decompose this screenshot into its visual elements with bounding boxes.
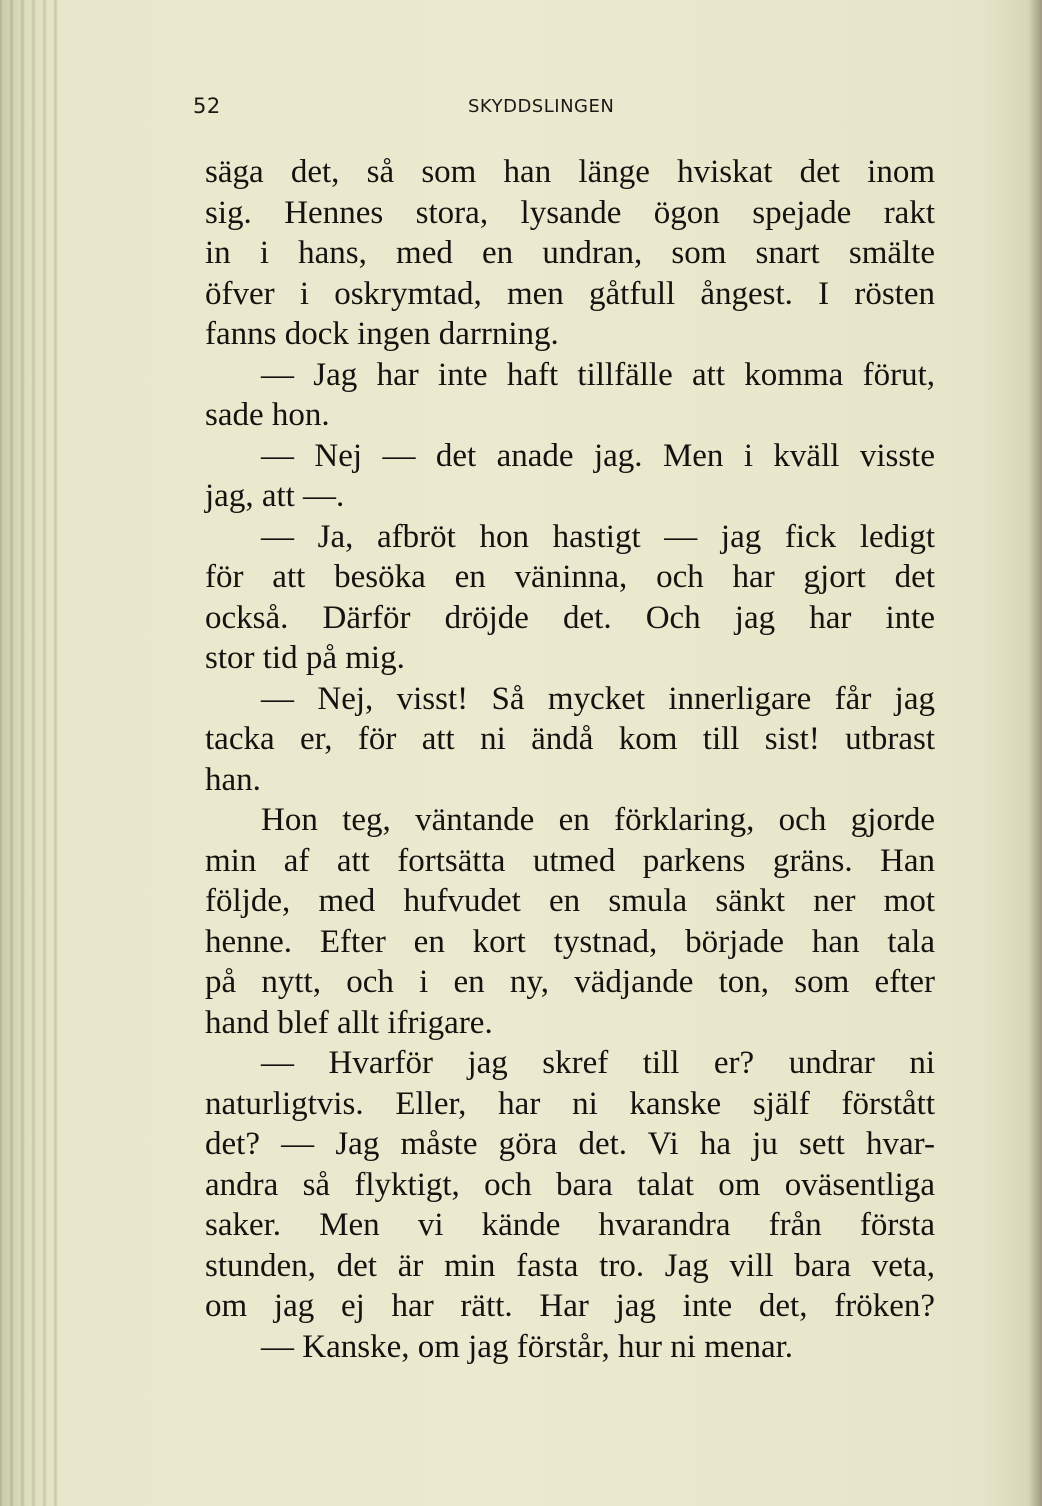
text-line: det? — Jag måste göra det. Vi ha ju sett hvar- — [205, 1126, 935, 1162]
running-title: SKYDDSLINGEN — [468, 96, 615, 117]
page-number: 52 — [193, 94, 221, 118]
text-line: på nytt, och i en ny, vädjande ton, som efter — [205, 964, 935, 1000]
text-line: min af att fortsätta utmed parkens gräns. Han — [205, 842, 935, 879]
text-line: — Kanske, om jag förstår, hur ni menar. — [261, 1328, 794, 1365]
text-line: — Hvarför jag skref till er? undrar ni — [261, 1045, 935, 1081]
text-line: saker. Men vi kände hvarandra från första — [205, 1207, 935, 1243]
text-line: stor tid på mig. — [205, 640, 405, 676]
text-line: — Jag har inte haft tillfälle att komma förut, — [261, 356, 935, 393]
text-line: — Nej — det anade jag. Men i kväll visste — [261, 437, 935, 474]
text-line: jag, att —. — [205, 478, 345, 514]
text-line: säga det, så som han länge hviskat det inom — [205, 154, 935, 190]
text-line: om jag ej har rätt. Har jag inte det, fröken? — [205, 1288, 935, 1324]
text-line: hand blef allt ifrigare. — [205, 1004, 493, 1041]
text-line: Hon teg, väntande en förklaring, och gjorde — [261, 802, 935, 838]
text-line: — Ja, afbröt hon hastigt — jag fick ledigt — [261, 518, 935, 555]
text-line: — Nej, visst! Så mycket innerligare får jag — [261, 680, 935, 717]
text-line: för att besöka en väninna, och har gjort det — [205, 559, 935, 595]
text-line: naturligtvis. Eller, har ni kanske själf förstått — [205, 1085, 935, 1122]
text-line: in i hans, med en undran, som snart smälte — [205, 235, 935, 271]
text-line: följde, med hufvudet en smula sänkt ner mot — [205, 883, 935, 919]
text-line: henne. Efter en kort tystnad, började han tala — [205, 923, 935, 960]
text-line: sade hon. — [205, 397, 330, 433]
page-gutter-shadow — [0, 0, 60, 1506]
text-line: sig. Hennes stora, lysande ögon spejade rakt — [205, 194, 935, 231]
text-line: tacka er, för att ni ändå kom till sist! utbrast — [205, 721, 935, 757]
text-line: också. Därför dröjde det. Och jag har inte — [205, 599, 935, 636]
body-text — [205, 152, 935, 1367]
text-line: andra så flyktigt, och bara talat om oväsentliga — [205, 1166, 935, 1203]
text-line: stunden, det är min fasta tro. Jag vill bara veta, — [205, 1247, 935, 1284]
text-line: fanns dock ingen darrning. — [205, 316, 559, 352]
page-edge-shadow — [1028, 0, 1042, 1506]
text-line: han. — [205, 761, 261, 798]
page-header — [0, 94, 1042, 126]
text-line: öfver i oskrymtad, men gåtfull ångest. I rösten — [205, 275, 935, 312]
